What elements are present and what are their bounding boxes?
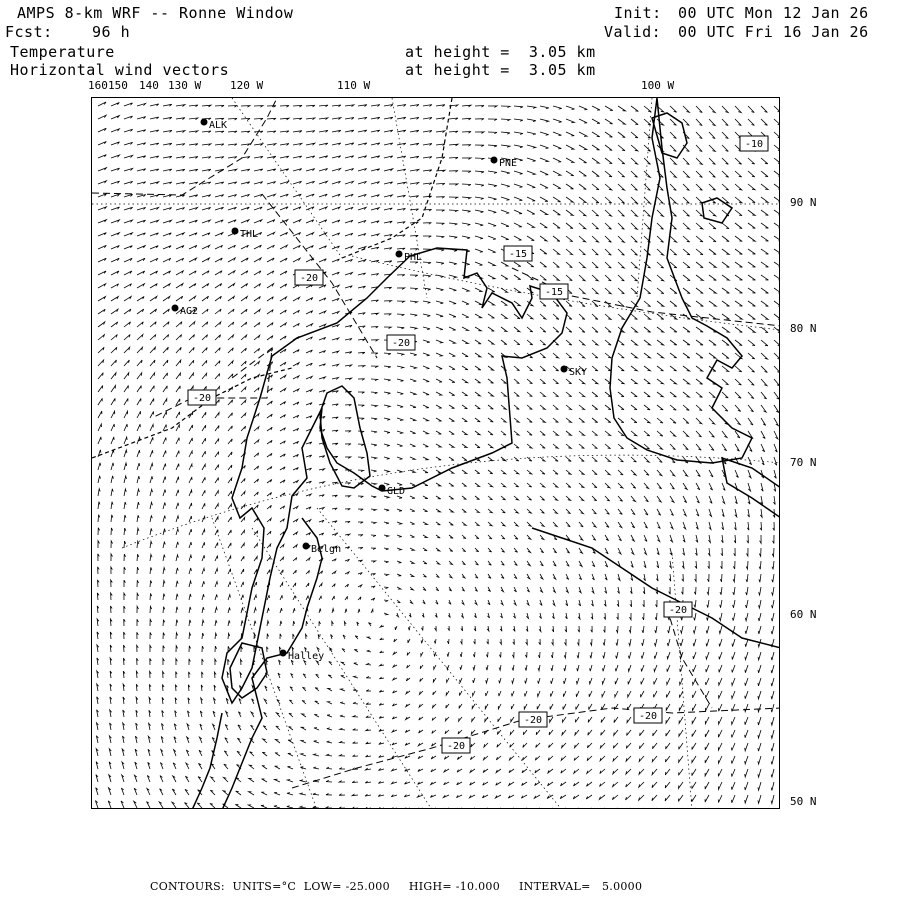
station-label-halley: Halley [288,651,325,662]
station-marker-gld[interactable] [379,485,386,492]
meridian [317,508,562,809]
lon-label: 110 W [337,79,371,92]
lon-label: 140 [139,79,159,92]
init-value: 00 UTC Mon 12 Jan 26 [678,4,869,22]
contour-label: -20 [192,393,212,404]
map-title: AMPS 8-km WRF -- Ronne Window [17,4,294,22]
station-label-thl: THL [240,229,259,240]
station-marker-phl[interactable] [396,251,403,258]
lon-label: 150 [108,79,128,92]
temperature-contours [92,98,780,788]
valid-label: Valid: [604,23,662,41]
station-marker-ag2[interactable] [172,305,179,312]
field2-name: Horizontal wind vectors [10,61,230,79]
station-marker-sky[interactable] [561,366,568,373]
contour-info: CONTOURS: UNITS=°C LOW= -25.000 HIGH= -10.000 INTERVAL= 5.0000 [150,880,643,893]
lon-label: 130 W [168,79,202,92]
forecast-value: 96 h [92,23,131,41]
contour-label: -10 [744,139,764,150]
lon-label: 160 [88,79,108,92]
graticule [92,98,780,809]
station-marker-halley[interactable] [280,650,287,657]
ice-divide [92,98,452,458]
lat-label: 70 N [790,456,817,469]
station-marker-belgn[interactable] [303,543,310,550]
dronning-maud-coast [192,713,222,809]
contour-label: -20 [391,338,411,349]
station-label-alk: ALK [209,120,228,131]
station-marker-alk[interactable] [201,119,208,126]
station-label-belgn: Belgn [311,544,342,555]
station-label-phl: PHL [404,252,423,263]
lon-label: 100 W [641,79,675,92]
lat-label: 60 N [790,608,817,621]
forecast-label: Fcst: [5,23,53,41]
lat-label: 90 N [790,196,817,209]
contour-label: -20 [638,711,658,722]
init-label: Init: [614,4,662,22]
contour-label: -20 [299,273,319,284]
contour-labels [188,136,768,753]
halley-coast [230,643,267,698]
station-marker-pne[interactable] [491,157,498,164]
field1-name: Temperature [10,43,115,61]
station-label-pne: PNE [499,158,518,169]
contour-label: -15 [544,287,564,298]
station-label-ag2: AG2 [180,306,199,317]
valid-value: 00 UTC Fri 16 Jan 26 [678,23,869,41]
field1-level: at height = 3.05 km [405,43,596,61]
meridian [252,528,432,809]
contour-label: -20 [446,741,466,752]
lon-label: 120 W [230,79,264,92]
field2-level: at height = 3.05 km [405,61,596,79]
map-panel[interactable] [91,97,780,809]
station-marker-thl[interactable] [232,228,239,235]
contour-label: -20 [668,605,688,616]
contour-label: -15 [508,249,528,260]
station-label-gld: GLD [387,486,406,497]
wind-vectors [95,102,780,809]
contour-label: -20 [523,715,543,726]
wind-vector-field [95,102,780,809]
ronne-ice-shelf-edge [222,248,567,703]
lat-label: 50 N [790,795,817,808]
berkner-island [320,386,370,488]
stations [172,119,588,663]
coastline [192,98,780,809]
station-label-sky: SKY [569,367,588,378]
lat-label: 80 N [790,322,817,335]
